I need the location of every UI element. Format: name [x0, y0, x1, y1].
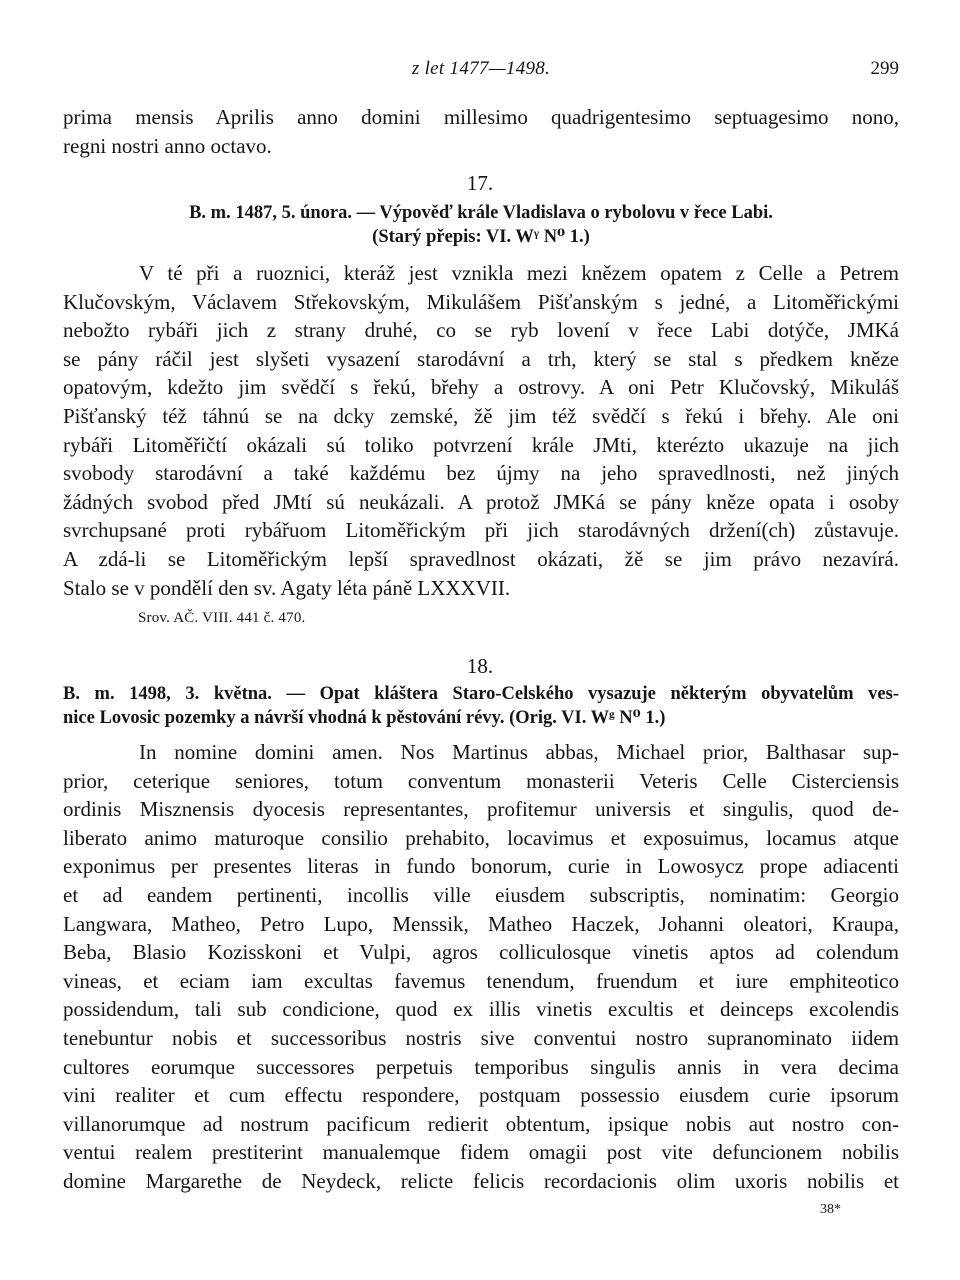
- text-line: prima mensis Aprilis anno domini millesimo quadrigentesimo septuagesimo nono,: [63, 105, 899, 129]
- citation-note: Srov. AČ. VIII. 441 č. 470.: [138, 610, 306, 626]
- text-line: ordinis Misznensis dyocesis representantes, profitemur universis et singulis, quod de-: [63, 797, 899, 822]
- page-header: [63, 58, 899, 86]
- text-line: nebožto rybáři jich z strany druhé, co se ryb lovení v řece Labi dotýče, JMKá: [63, 318, 899, 343]
- document-number-17: 17.: [466, 171, 494, 195]
- text-line: regni nostri anno octavo.: [63, 133, 272, 158]
- text-line: V té při a ruoznici, kteráž jest vznikla mezi knězem opatem z Celle a Petrem: [139, 261, 899, 285]
- text-line: possidendum, tali sub condicione, quod ex illis vinetis excultis et deinceps excolendis: [63, 997, 899, 1022]
- running-title: z let 1477—1498.: [411, 58, 551, 79]
- text-line: villanorumque ad nostrum pacificum redierit obtentum, ipsique nobis aut nostro con-: [63, 1111, 899, 1136]
- text-line: svrchupsané proti rybářuom Litoměřickým při jich starodávných držení(ch) zůstavuje.: [63, 518, 899, 543]
- text-line: In nomine domini amen. Nos Martinus abbas, Michael prior, Balthasar sup-: [139, 740, 899, 764]
- page-number: 299: [870, 58, 899, 79]
- text-line: liberato animo maturoque consilio prehabito, locavimus et exposuimus, locamus atque: [63, 825, 899, 850]
- document-17-text: [63, 259, 899, 602]
- text-line: ventui realem prestiterint manualemque fidem omagii post vite defuncionem nobilis: [63, 1140, 899, 1165]
- text-line: cultores eorumque successores perpetuis temporibus singulis annis in vera decima: [63, 1054, 899, 1079]
- text-line: se pány ráčil jest slyšeti vysazení starodávní a trh, který se stal s předkem kněze: [63, 346, 899, 371]
- document-18-regest: [63, 682, 899, 731]
- text-line: Stalo se v pondělí den sv. Agaty léta páně LXXXVII.: [63, 575, 511, 600]
- text-line: prior, ceterique seniores, totum conventum monasterii Veteris Celle Cisterciensis: [63, 768, 899, 793]
- top-paragraph: [63, 103, 899, 160]
- text-line: et ad eandem pertinenti, incollis ville eiusdem subscriptis, nominatim: Georgio: [63, 882, 899, 907]
- text-line: exponimus per presentes literas in fundo bonorum, curie in Lowosycz prope adiacenti: [63, 854, 899, 879]
- text-line: Langwara, Matheo, Petro Lupo, Menssik, Matheo Haczek, Johanni oleatori, Kraupa,: [63, 911, 899, 936]
- text-line: Pišťanský též táhnú se na dcky zemské, žě jim též svědčí s řekú i břehy. Ale oni: [63, 403, 899, 428]
- text-line: opatovým, kdežto jim svědčí s řekú, břehy a ostrovy. A oni Petr Klučovský, Mikuláš: [63, 375, 899, 400]
- signature-mark: 38*: [820, 1202, 841, 1217]
- text-line: Beba, Blasio Kozisskoni et Vulpi, agros colliculosque vinetis aptos ad colendum: [63, 940, 899, 965]
- text-line: svobody starodávní a také každému bez újmy na jeho spravedlnosti, než jiných: [63, 461, 899, 486]
- document-17-regest: [63, 201, 899, 250]
- regest-line: B. m. 1487, 5. února. — Výpověď krále Vladislava o rybolovu v řece Labi.: [189, 203, 773, 223]
- text-line: domine Margarethe de Neydeck, relicte felicis recordacionis olim uxoris nobilis et: [63, 1168, 899, 1193]
- regest-line: B. m. 1498, 3. května. — Opat kláštera Staro-Celského vysazuje některým obyvatelům ves-: [63, 684, 899, 704]
- text-line: Klučovským, Václavem Střekovským, Mikulášem Pišťanským s jedné, a Litoměřickými: [63, 289, 899, 314]
- text-line: tenebuntur nobis et successoribus nostris sive conventui nostro supranominato iidem: [63, 1025, 899, 1050]
- text-line: rybáři Litoměřičtí okázali sú toliko potvrzení krále JMti, kterézto ukazuje na jich: [63, 432, 899, 457]
- text-line: žádných svobod před JMtí sú neukázali. A protož JMKá se pány kněze opata i osoby: [63, 489, 899, 514]
- document-number-18: 18.: [466, 654, 494, 678]
- text-line: vini realiter et cum effectu respondere, postquam possessio eiusdem curie ipsorum: [63, 1083, 899, 1108]
- document-18-text: [63, 738, 899, 1196]
- text-line: A zdá-li se Litoměřickým lepší spravedlnost okázati, žě se jim právo nezavírá.: [63, 546, 899, 571]
- text-line: vineas, et eciam iam excultas favemus tenendum, fruendum et iure emphiteotico: [63, 968, 899, 993]
- regest-line: (Starý přepis: VI. Wᵞ N⁰ 1.): [372, 227, 590, 248]
- regest-line: nice Lovosic pozemky a návrší vhodná k pěstování révy. (Orig. VI. Wᵍ N⁰ 1.): [63, 708, 666, 729]
